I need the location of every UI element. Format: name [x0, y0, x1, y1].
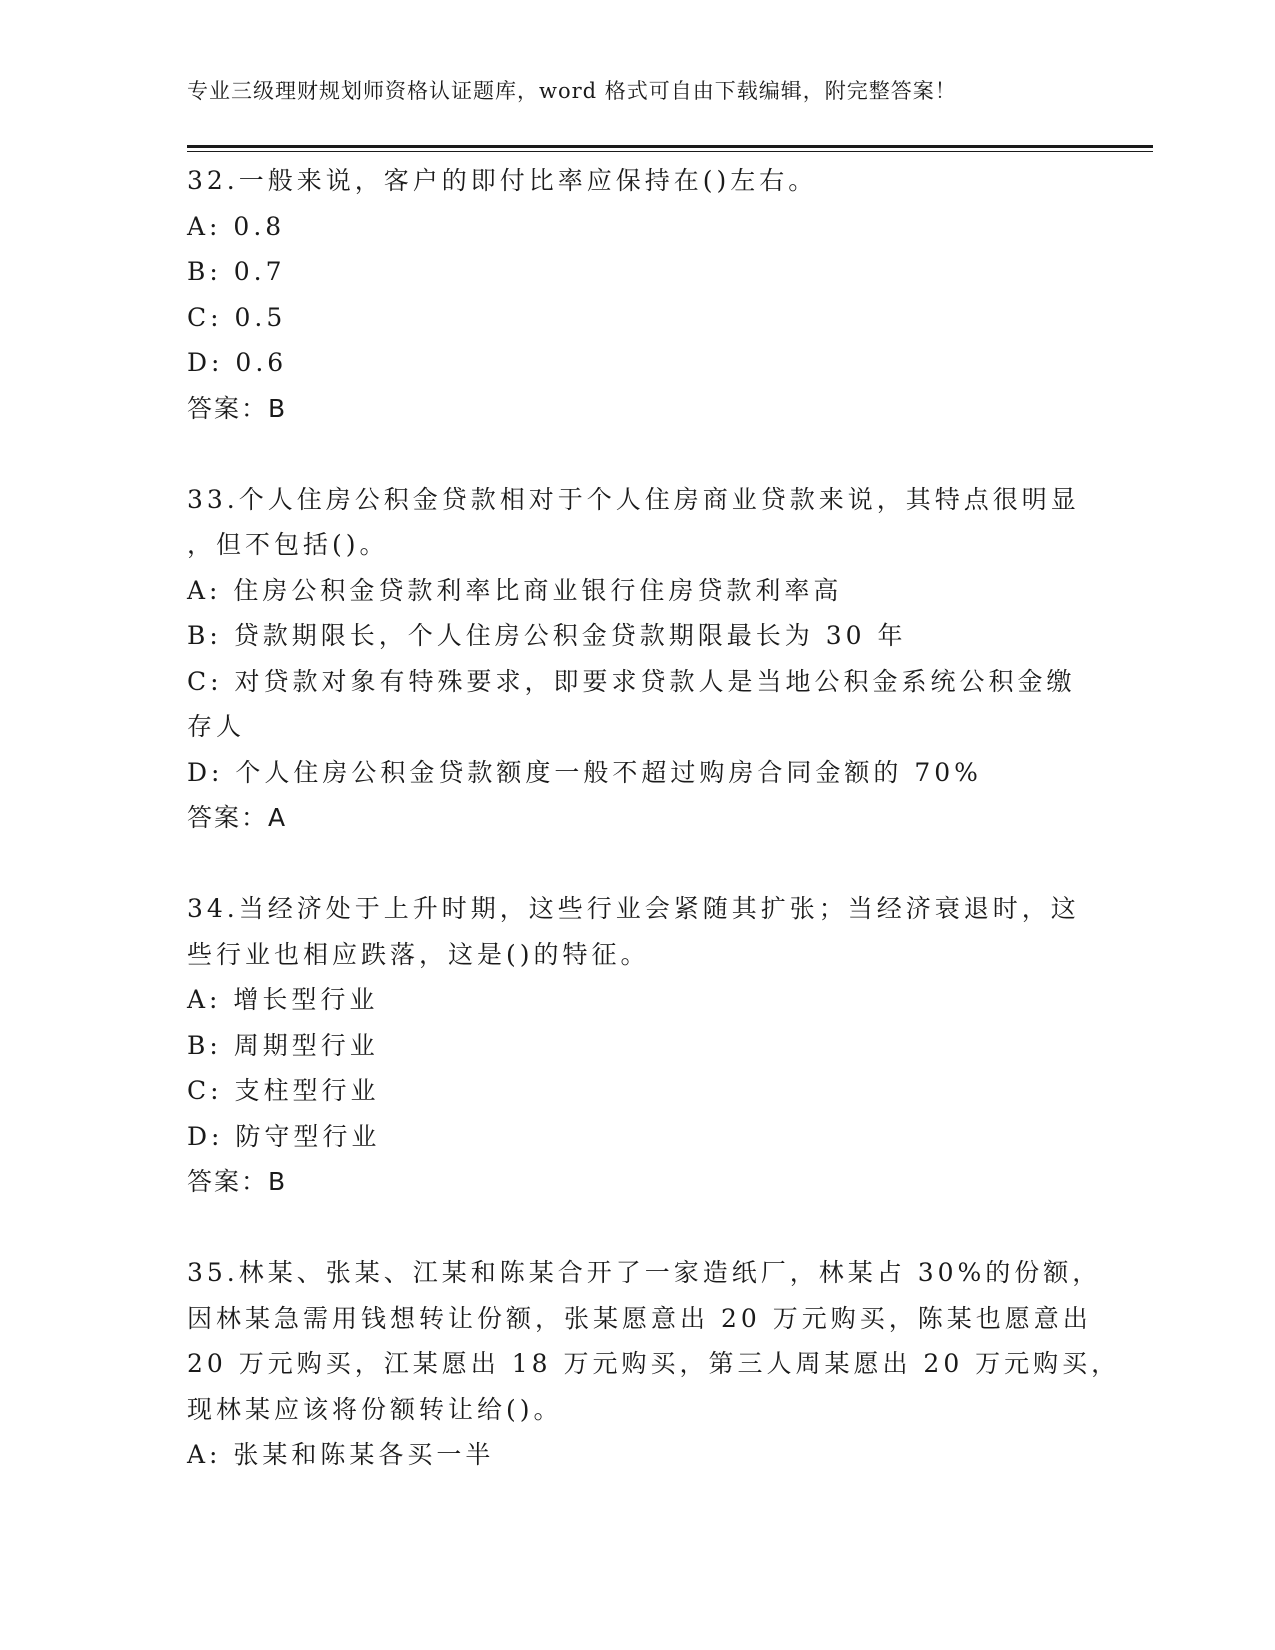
option-d: D: 0.6: [187, 348, 288, 377]
answer-label: 答案：A: [187, 803, 288, 832]
page-header: 专业三级理财规划师资格认证题库，word 格式可自由下载编辑，附完整答案！: [187, 79, 957, 103]
option-c-continued: 存人: [187, 712, 246, 741]
question-33: [187, 477, 1087, 841]
option-b: B: 0.7: [187, 257, 286, 286]
option-a: A: 0.8: [187, 211, 286, 241]
option-c: C: 对贷款对象有特殊要求，即要求贷款人是当地公积金系统公积金缴: [187, 666, 1076, 696]
question-stem-continued: 因林某急需用钱想转让份额，张某愿意出 20 万元购买，陈某也愿意出: [187, 1303, 1092, 1333]
answer-label: 答案：B: [187, 1167, 288, 1196]
question-32: [187, 158, 1087, 431]
question-stem-continued: 些行业也相应跌落，这是()的特征。: [187, 939, 650, 969]
answer-label: 答案：B: [187, 393, 288, 423]
header-rule-thick: [187, 145, 1153, 148]
header-rule-thin: [187, 151, 1153, 152]
question-spacer: [187, 431, 1087, 477]
question-stem: 32.一般来说，客户的即付比率应保持在()左右。: [187, 166, 818, 195]
question-spacer: [187, 1205, 1087, 1251]
question-34: [187, 886, 1087, 1205]
question-stem: 34.当经济处于上升时期，这些行业会紧随其扩张；当经济衰退时，这: [187, 894, 1080, 923]
question-spacer: [187, 841, 1087, 887]
question-stem: 35.林某、张某、江某和陈某合开了一家造纸厂，林某占 30%的份额，: [187, 1258, 1102, 1287]
option-d: D: 个人住房公积金贷款额度一般不超过购房合同金额的 70%: [187, 757, 982, 787]
option-b: B: 周期型行业: [187, 1030, 379, 1060]
option-a: A: 增长型行业: [187, 985, 379, 1014]
question-stem: 33.个人住房公积金贷款相对于个人住房商业贷款来说，其特点很明显: [187, 484, 1080, 514]
question-stem-continued: ，但不包括()。: [187, 530, 389, 559]
question-list: [187, 158, 1121, 1478]
option-d: D: 防守型行业: [187, 1121, 381, 1151]
option-a: A: 住房公积金贷款利率比商业银行住房贷款利率高: [187, 575, 843, 605]
question-35: [187, 1250, 1121, 1478]
option-c: C: 0.5: [187, 302, 287, 332]
option-a: A: 张某和陈某各买一半: [187, 1440, 495, 1469]
question-stem-continued: 20 万元购买，江某愿出 18 万元购买，第三人周某愿出 20 万元购买，: [187, 1349, 1121, 1378]
option-c: C: 支柱型行业: [187, 1076, 380, 1105]
option-b: B: 贷款期限长，个人住房公积金贷款期限最长为 30 年: [187, 621, 907, 650]
question-stem-continued: 现林某应该将份额转让给()。: [187, 1394, 563, 1424]
